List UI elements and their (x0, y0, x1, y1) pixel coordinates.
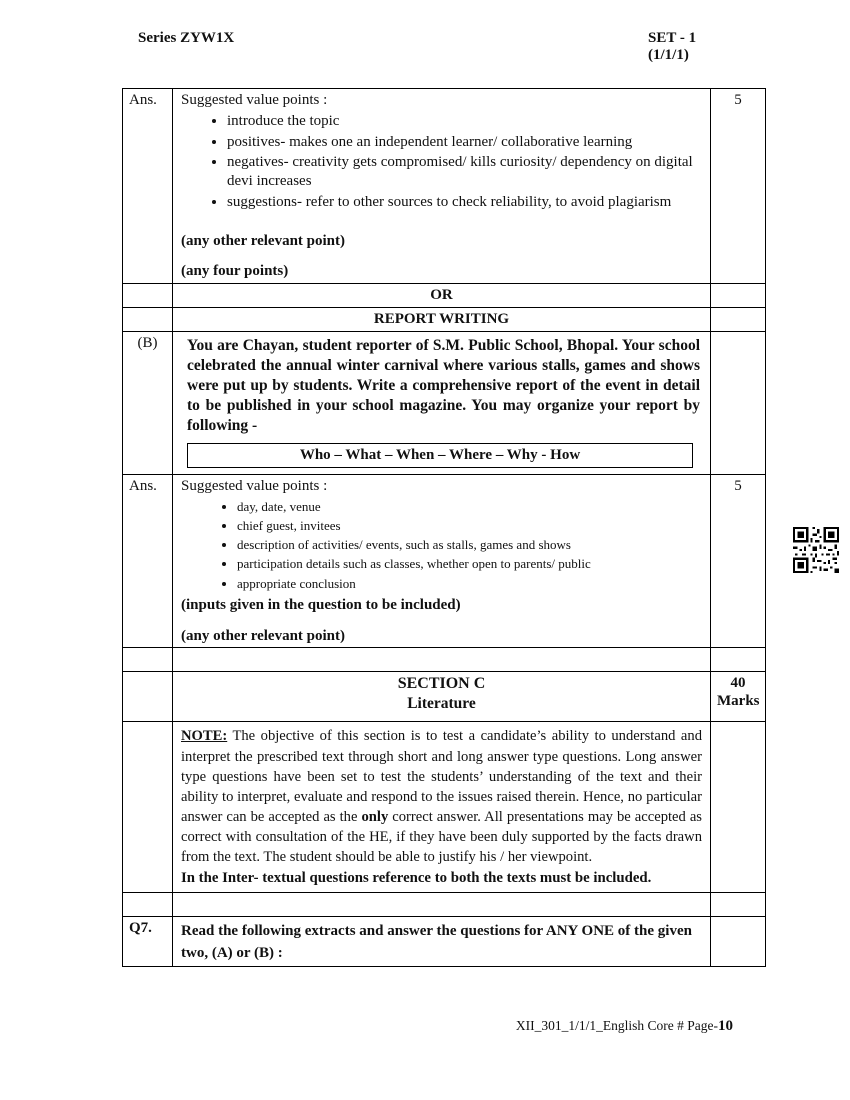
list-item: • chief guest, invitees (237, 518, 704, 534)
empty-cell (123, 892, 173, 916)
empty-cell (173, 892, 711, 916)
note-intertextual-line: In the Inter- textual questions reference to both the texts must be included. (181, 870, 652, 887)
list-item: • introduce the topic (227, 112, 704, 131)
page-footer (433, 1018, 733, 1035)
table-row-question-b (123, 331, 766, 474)
who-what-when-box: Who – What – When – Where – Why - How (187, 443, 693, 468)
answer-content (173, 474, 711, 648)
value-points-list (179, 112, 704, 212)
section-marks-unit: Marks (717, 693, 760, 710)
empty-cell (711, 892, 766, 916)
note-content (173, 722, 711, 892)
empty-cell (123, 722, 173, 892)
list-item: • description of activities/ events, such as stalls, games and shows (237, 537, 704, 553)
question-b-text: You are Chayan, student reporter of S.M. Public School, Bhopal. Your school celebrated the annual winter carnival where various stalls, games and shows were put up by students. Write a comprehensive report of the event in detail to be published in your school magazine. You may organize your report by following - (187, 336, 700, 435)
empty-cell (123, 284, 173, 308)
answer-label: Ans. (123, 89, 173, 284)
section-marks-cell (711, 672, 766, 722)
table-row-note (123, 722, 766, 892)
list-item: • suggestions- refer to other sources to check reliability, to avoid plagiarism (227, 193, 704, 212)
qr-code-icon (793, 527, 839, 573)
series-label: Series ZYW1X (138, 30, 235, 46)
question-7-content (173, 916, 711, 967)
or-label: OR (173, 284, 711, 308)
answer-content (173, 89, 711, 284)
set-label (648, 30, 696, 64)
note-paragraph (181, 726, 702, 867)
empty-cell (123, 648, 173, 672)
section-marks-value: 40 (730, 675, 746, 692)
empty-cell (711, 331, 766, 474)
note-body-1: The objective of this section is to test a candidate’s ability to understand and interpret the prescribed text through short and long answer type questions. Long answer type questions have been set to test the students’ understanding of the text and their ability to interpret, evaluate and respond to the issues raised therein. Hence, no particular answer can be accepted as the (181, 728, 702, 825)
footer-text: XII_301_1/1/1_English Core # Page- (515, 1018, 718, 1033)
question-7-label: Q7. (123, 916, 173, 967)
table-row-ans-a (123, 89, 766, 284)
note-bold-word: only (361, 808, 389, 825)
set-title: SET - 1 (648, 30, 697, 46)
empty-cell (711, 648, 766, 672)
report-writing-label: REPORT WRITING (173, 307, 711, 331)
list-item: • participation details such as classes, whether open to parents/ public (237, 556, 704, 572)
note-any-other: (any other relevant point) (181, 232, 346, 249)
table-row-ans-b (123, 474, 766, 648)
value-points-intro: Suggested value points : (181, 92, 328, 108)
empty-cell (123, 307, 173, 331)
marking-scheme-table (122, 88, 766, 967)
question-7-text: Read the following extracts and answer the questions for ANY ONE of the given two, (A) or (B) : (181, 922, 692, 961)
value-points-list (179, 499, 704, 592)
question-b-content (173, 331, 711, 474)
marks-cell: 5 (711, 89, 766, 284)
value-points-intro: Suggested value points : (181, 477, 328, 494)
set-code: (1/1/1) (648, 47, 689, 63)
table-row-report-writing (123, 307, 766, 331)
empty-cell (711, 284, 766, 308)
table-row-section-c (123, 672, 766, 722)
list-item: • appropriate conclusion (237, 576, 704, 592)
empty-cell (711, 307, 766, 331)
list-item: • positives- makes one an independent learner/ collaborative learning (227, 133, 704, 152)
table-row-or (123, 284, 766, 308)
empty-cell (711, 916, 766, 967)
note-any-four: (any four points) (181, 263, 289, 280)
note-label: NOTE: (181, 728, 228, 745)
section-heading (173, 672, 711, 722)
list-item: • negatives- creativity gets compromised/ kills curiosity/ dependency on digital devi increases (227, 153, 704, 191)
marks-cell: 5 (711, 474, 766, 648)
question-b-label: (B) (123, 331, 173, 474)
empty-cell (711, 722, 766, 892)
list-item: • day, date, venue (237, 499, 704, 515)
table-row-q7 (123, 916, 766, 967)
note-any-other: (any other relevant point) (181, 627, 346, 644)
note-inputs-included: (inputs given in the question to be included) (181, 596, 461, 613)
footer-page-number: 10 (718, 1018, 733, 1034)
note-body-2: correct answer. All presentations may be accepted as correct with consultation of the HE, if they have been duly supported by the facts drawn from the text. The student should be able to justify his / her viewpoint. (181, 808, 702, 866)
empty-cell (173, 648, 711, 672)
answer-label: Ans. (123, 474, 173, 648)
table-row-spacer (123, 892, 766, 916)
section-subtitle: Literature (407, 695, 476, 713)
table-row-spacer (123, 648, 766, 672)
section-title: SECTION C (397, 675, 486, 693)
empty-cell (123, 672, 173, 722)
